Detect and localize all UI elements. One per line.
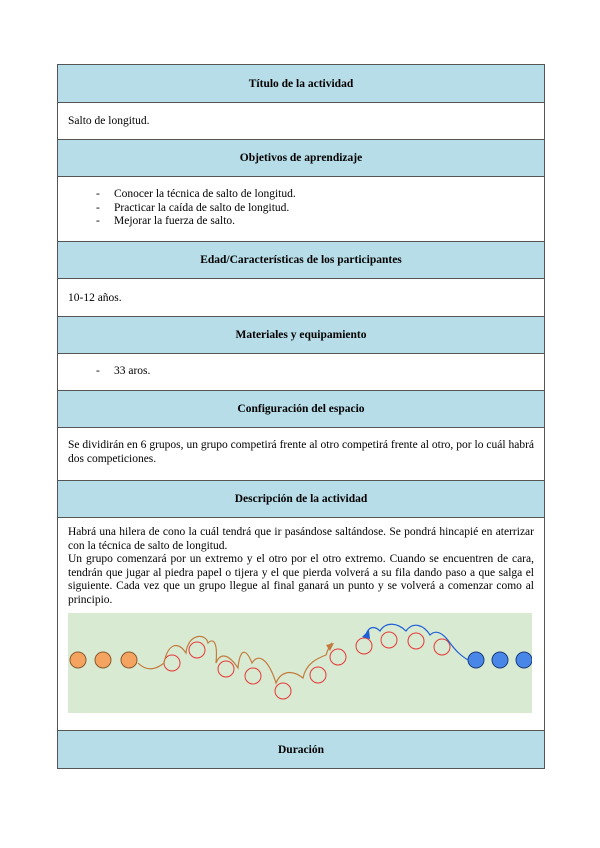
hoop xyxy=(434,639,450,655)
hoop xyxy=(381,632,397,648)
description-cell xyxy=(58,518,544,731)
activity-diagram xyxy=(68,613,532,713)
orange-path xyxy=(138,636,332,683)
hoops xyxy=(164,632,450,699)
hoop xyxy=(310,667,326,683)
hoop xyxy=(356,638,372,654)
hoop xyxy=(275,683,291,699)
hoop xyxy=(245,668,261,684)
description-header: Descripción de la actividad xyxy=(58,481,544,518)
objectives-cell xyxy=(58,177,544,242)
activity-diagram-svg xyxy=(68,613,532,713)
participants-text: 10-12 años. xyxy=(58,279,544,317)
hoop xyxy=(164,655,180,671)
materials-list xyxy=(68,365,534,379)
space-header: Configuración del espacio xyxy=(58,391,544,428)
objectives-list xyxy=(68,188,534,229)
description-paragraph-1: Habrá una hilera de cono la cuál tendrá que ir pasándose saltándose. Se pondrá hincapié en aterrizar con la técnica de salto de longitud. xyxy=(68,526,534,552)
hoop xyxy=(218,661,234,677)
activity-sheet xyxy=(57,64,545,769)
hoop xyxy=(189,642,205,658)
title-header: Título de la actividad xyxy=(58,65,544,103)
objectives-header: Objetivos de aprendizaje xyxy=(58,140,544,177)
duration-header: Duración xyxy=(58,731,544,768)
orange-arrow-icon xyxy=(326,643,334,651)
objective-item: - Practicar la caída de salto de longitud. xyxy=(96,202,534,216)
participants-header: Edad/Características de los participantes xyxy=(58,242,544,279)
materials-cell xyxy=(58,354,544,391)
space-text: Se dividirán en 6 grupos, un grupo competirá frente al otro competirá frente al otro, por lo cuál habrá dos competiciones. xyxy=(58,428,544,481)
orange-player xyxy=(95,652,111,668)
title-text: Salto de longitud. xyxy=(58,103,544,140)
blue-player xyxy=(468,652,484,668)
objective-item: - Conocer la técnica de salto de longitud. xyxy=(96,188,534,202)
blue-player xyxy=(492,652,508,668)
objective-item: - Mejorar la fuerza de salto. xyxy=(96,215,534,229)
orange-player xyxy=(121,652,137,668)
orange-player xyxy=(70,652,86,668)
blue-player xyxy=(516,652,532,668)
hoop xyxy=(330,649,346,665)
materials-header: Materiales y equipamiento xyxy=(58,317,544,354)
description-paragraph-2: Un grupo comenzará por un extremo y el otro por el otro extremo. Cuando se encuentren de cara, tendrán que jugar al piedra papel o tijera y el que pierda volverá a su fila dando paso a que salga el siguiente. Cada vez que un grupo llegue al final ganará un punto y se volverá a comenzar como al principio. xyxy=(68,553,534,606)
hoop xyxy=(408,633,424,649)
material-item: - 33 aros. xyxy=(96,365,534,379)
